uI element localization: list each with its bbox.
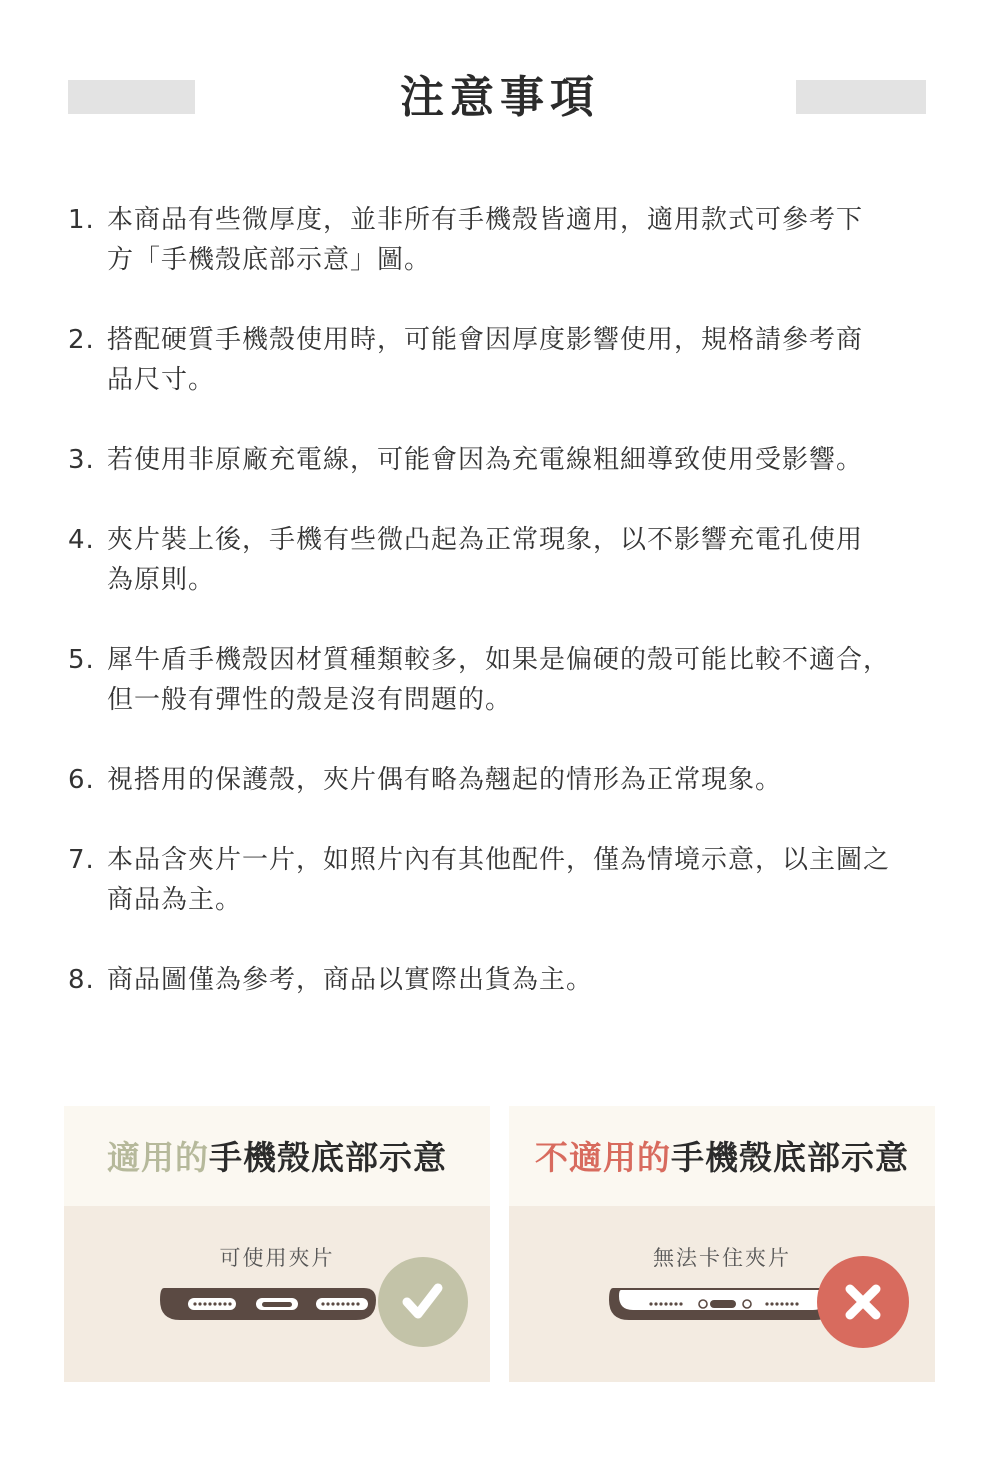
note-item [68, 640, 938, 720]
phone-case-bottom [160, 1288, 376, 1320]
unsuitable-title-rest: 手機殼底部示意 [671, 1138, 909, 1177]
note-text [107, 200, 938, 280]
note-text [107, 640, 938, 720]
note-number: 6. [68, 765, 95, 795]
note-line: 本商品有些微厚度，並非所有手機殼皆適用，適用款式可參考下 [107, 205, 864, 235]
note-text [107, 840, 938, 920]
note-line: 視搭用的保護殼，夾片偶有略為翹起的情形為正常現象。 [107, 765, 783, 795]
note-item [68, 440, 938, 480]
note-item [68, 760, 938, 800]
title-decoration-right [796, 80, 926, 114]
note-item [68, 520, 938, 600]
unsuitable-case-panel [509, 1106, 935, 1382]
unsuitable-panel-title [509, 1106, 935, 1206]
suitable-title-highlight: 適用的 [107, 1138, 209, 1177]
note-text [107, 320, 938, 400]
note-item [68, 320, 938, 400]
note-line: 本品含夾片一片，如照片內有其他配件，僅為情境示意，以主圖之 [107, 845, 891, 875]
note-line: 商品為主。 [107, 885, 243, 915]
suitable-caption: 可使用夾片 [219, 1246, 335, 1270]
note-number: 4. [68, 525, 95, 555]
note-line: 為原則。 [107, 565, 216, 595]
note-text [107, 440, 938, 480]
note-line: 方「手機殼底部示意」圖。 [107, 245, 432, 275]
check-icon [378, 1257, 468, 1347]
note-text [107, 520, 938, 600]
suitable-case-illustration [64, 1206, 490, 1382]
note-text [107, 960, 938, 1000]
note-line: 商品圖僅為參考，商品以實際出貨為主。 [107, 965, 594, 995]
suitable-case-panel [64, 1106, 490, 1382]
note-item [68, 960, 938, 1000]
note-text [107, 760, 938, 800]
note-number: 2. [68, 325, 95, 355]
suitable-title-rest: 手機殼底部示意 [209, 1138, 447, 1177]
suitable-panel-body [64, 1206, 490, 1382]
note-line: 搭配硬質手機殼使用時，可能會因厚度影響使用，規格請參考商 [107, 325, 864, 355]
phone-case-bottom [609, 1288, 835, 1320]
note-line: 若使用非原廠充電線，可能會因為充電線粗細導致使用受影響。 [107, 445, 864, 475]
note-number: 7. [68, 845, 95, 875]
note-item [68, 840, 938, 920]
unsuitable-caption: 無法卡住夾片 [653, 1246, 791, 1270]
note-number: 5. [68, 645, 95, 675]
suitable-panel-title [64, 1106, 490, 1206]
notes-list [68, 200, 938, 1000]
unsuitable-panel-body [509, 1206, 935, 1382]
unsuitable-title-highlight: 不適用的 [535, 1138, 671, 1177]
note-number: 3. [68, 445, 95, 475]
unsuitable-case-illustration [509, 1206, 935, 1382]
x-icon [817, 1256, 909, 1348]
note-line: 品尺寸。 [107, 365, 216, 395]
note-number: 8. [68, 965, 95, 995]
note-item [68, 200, 938, 280]
note-number: 1. [68, 205, 95, 235]
note-line: 夾片裝上後，手機有些微凸起為正常現象，以不影響充電孔使用 [107, 525, 864, 555]
note-line: 但一般有彈性的殼是沒有問題的。 [107, 685, 513, 715]
title-bar [0, 68, 1000, 128]
note-line: 犀牛盾手機殼因材質種類較多，如果是偏硬的殼可能比較不適合， [107, 645, 891, 675]
page-title: 注意事項 [400, 72, 600, 123]
